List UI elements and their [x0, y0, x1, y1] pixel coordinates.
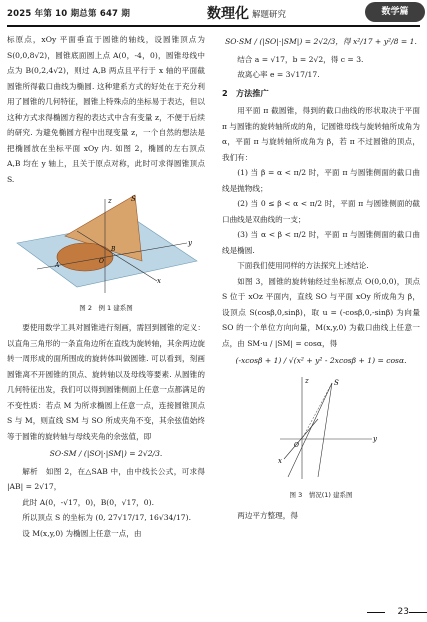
right-paragraph-6: 两边平方整理，得: [237, 510, 298, 520]
section-label: 解题研究: [252, 10, 287, 20]
journal-brand: 数理化: [207, 6, 249, 22]
left-paragraph-6: 设 M(x,y,0) 为椭圆上任意一点，由: [22, 528, 142, 538]
label-s: S: [131, 195, 136, 203]
equation-cosine-ratio: SO·SM / (|SO|·|SM|) = 2√2/3.: [49, 449, 163, 458]
label-y: y: [188, 239, 192, 247]
label-z: z: [108, 197, 112, 205]
left-paragraph-1: 标原点，xOy 平面垂直于圆锥的轴线，设圆锥顶点为 S(0,0,8√2)，圆锥底面圆上点 A(0，-4，0)，圆锥母线中点为 B(0,2,4√2)，则过 A,B 两点且平行于 x 轴的平面截圆锥所得截口曲线为椭圆. 这种建系方式的好处在于充分利用了圆锥的几何特征，圆锥上特殊点的坐标易于表达，但以这种方式求得椭圆方程的表达式中含有变量 z，不便于后续的研究. 为避免椭圆方程中出现变量 z，一个自然的想法是把椭圆放在坐标平面 xOy 内. 如图 2，椭圆的左右顶点 A,B 均在 y 轴上，且关于原点对称，此时可求得圆锥顶点 S.: [7, 35, 205, 184]
figure-3-caption: 图 3 情况(1) 建系图: [289, 491, 353, 499]
page-number: 23: [397, 607, 409, 617]
cone-generatrix-2: [318, 383, 332, 477]
equation-ellipse-result: SO·SM / (|SO|·|SM|) = 2√2/3，得 x²/17 + y²/8 = 1.: [225, 37, 417, 46]
section-badge: 数学篇: [365, 2, 425, 22]
label-s: S: [334, 378, 339, 387]
right-paragraph-5: 如图 3，圆锥的旋转轴经过坐标原点 O(0,0,0)，顶点 S 位于 xOz 平面内，直线 SO 与平面 xOy 所成角为 β，设顶点 S(cosβ,0,sinβ)，取 u = (-cosβ,0,-sinβ) 为向量 SO 的一个单位方向向量，M(x,y,0) 为截口曲线上任意一点，由 SM·u / |SM| = cosα，得: [222, 276, 420, 348]
footer-rule-right: [409, 612, 427, 613]
case-3: (3) 当 α < β < π/2 时，平面 π 与圆锥侧面的截口曲线是椭圆.: [222, 230, 420, 255]
label-y: y: [373, 434, 377, 443]
case-1: (1) 当 β = α < π/2 时，平面 π 与圆锥侧面的截口曲线是抛物线；: [222, 168, 420, 193]
equation-cos-alpha: (-xcosβ + 1) / √(x² + y² - 2xcosβ + 1) = cosα.: [235, 356, 407, 365]
right-paragraph-1: 结合 a = √17，b = 2√2，得 c = 3.: [237, 54, 364, 64]
label-a: A: [55, 262, 60, 269]
figure-3-axes-diagram: [222, 373, 420, 481]
header-rule: [7, 25, 420, 27]
right-paragraph-2: 故离心率 e = 3√17/17.: [237, 70, 320, 79]
left-paragraph-5: 所以顶点 S 的坐标为 (0, 27√17/17, 16√34/17).: [22, 513, 191, 522]
section-heading: 2 方法推广: [222, 87, 269, 98]
label-x: x: [157, 277, 161, 285]
left-paragraph-4: 此时 A(0，-√17，0)，B(0，√17，0).: [22, 497, 154, 507]
cone-generatrix-1: [288, 383, 332, 477]
page-header: [0, 0, 427, 26]
label-o: O: [294, 441, 299, 449]
right-paragraph-3: 用平面 π 截圆锥，得到的截口曲线的形状取决于平面 π 与圆锥的旋转轴所成的角，记圆锥母线与旋转轴所成角为 α，平面 π 与旋转轴所成角为 β，若 π 不过圆锥的顶点，我们有：: [222, 106, 420, 162]
case-2: (2) 当 0 ≤ β < α < π/2 时，平面 π 与圆锥侧面的截口曲线是双曲线的一支；: [222, 199, 420, 224]
left-column: [7, 32, 205, 541]
label-x: x: [278, 456, 282, 465]
right-column: [222, 32, 420, 523]
left-paragraph-2: 要使用数学工具对圆锥进行刻画，需回到圆锥的定义：以直角三角形的一条直角边所在直线为旋转轴，其余两边旋转一周形成的面所围成的旋转体叫做圆锥. 可以看到，刻画圆锥离不开圆锥的顶点、旋转轴以及母线等要素. 从圆锥的几何特征出发，我们可以得到圆锥侧面上任意一点都满足的不变性质：若点 M 为所求椭圆上任意一点，连接圆锥顶点 S 与 M，则直线 SM 与 SO 所成夹角不变，其余弦值始终等于圆锥的旋转轴与母线夹角的余弦值，即: [7, 323, 205, 441]
figure-2-caption: 图 2 例 1 建系图: [79, 303, 133, 312]
label-b: B: [111, 246, 116, 253]
left-paragraph-3: 解析 如图 2，在△SAB 中，由中线长公式，可求得 |AB| = 2√17，: [7, 466, 205, 491]
figure-2-cone-diagram: [7, 191, 205, 293]
issue-label: 2025 年第 10 期总第 647 期: [7, 9, 131, 19]
rotation-axis: [302, 383, 332, 439]
label-o: O: [99, 258, 104, 265]
label-z: z: [305, 376, 309, 385]
footer-rule-left: [367, 612, 385, 613]
right-paragraph-4: 下面我们使用同样的方法探究上述结论.: [237, 261, 369, 270]
